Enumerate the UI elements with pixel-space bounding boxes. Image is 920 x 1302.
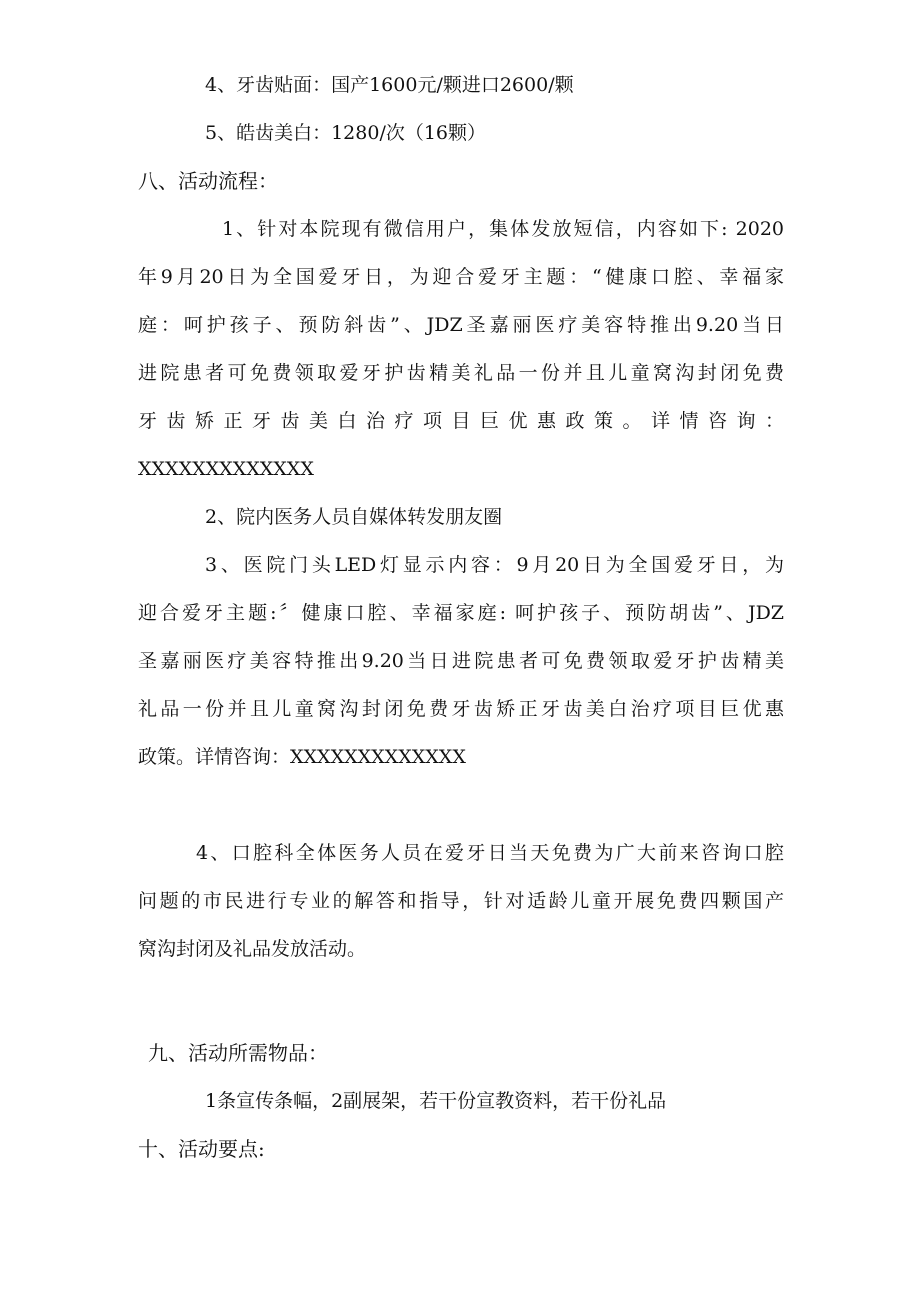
step1-line-2: 年9月20日为全国爱牙日，为迎合爱牙主题：“健康口腔、幸福家: [138, 266, 784, 288]
price-whitening: 5、皓齿美白：1280/次（16颗）: [205, 122, 487, 144]
step4-line-2: 问题的市民进行专业的解答和指导，针对适龄儿童开展免费四颗国产: [138, 890, 784, 912]
step3-line-4: 礼品一份并且儿童窝沟封闭免费牙齿矫正牙齿美白治疗项目巨优惠: [138, 698, 784, 720]
step4-line-3: 窝沟封闭及礼品发放活动。: [138, 938, 367, 960]
section-10-heading: 十、活动要点:: [138, 1137, 265, 1161]
section-9-heading: 九、活动所需物品：: [148, 1041, 328, 1065]
step2: 2、院内医务人员自媒体转发朋友圈: [205, 506, 503, 528]
step1-line-5: 牙齿矫正牙齿美白治疗项目巨优惠政策。详情咨询：: [138, 410, 784, 432]
step3-line-3: 圣嘉丽医疗美容特推出9.20当日进院患者可免费领取爱牙护齿精美: [138, 650, 784, 672]
section-9-items: 1条宣传条幅，2副展架，若干份宣教资料，若干份礼品: [205, 1090, 667, 1112]
step4-line-1: 4、口腔科全体医务人员在爱牙日当天免费为广大前来咨询口腔: [196, 842, 784, 864]
step1-line-6: XXXXXXXXXXXXX: [138, 458, 314, 480]
step3-line-2: 迎合爱牙主题:〞健康口腔、幸福家庭: 呵护孩子、预防胡齿”、JDZ: [138, 602, 784, 624]
price-veneer: 4、牙齿贴面：国产1600元/颗进口2600/颗: [205, 74, 574, 96]
step1-line-3: 庭：呵护孩子、预防斜齿”、JDZ圣嘉丽医疗美容特推出9.20当日: [138, 314, 784, 336]
step1-line-1: 1、针对本院现有微信用户，集体发放短信，内容如下: 2020: [222, 218, 784, 240]
section-8-heading: 八、活动流程：: [138, 169, 278, 193]
step3-line-1: 3、医院门头LED灯显示内容：9月20日为全国爱牙日，为: [205, 554, 784, 576]
step3-line-5: 政策。详情咨询：XXXXXXXXXXXXX: [138, 746, 466, 768]
step1-line-4: 进院患者可免费领取爱牙护齿精美礼品一份并且儿童窝沟封闭免费: [138, 362, 784, 384]
